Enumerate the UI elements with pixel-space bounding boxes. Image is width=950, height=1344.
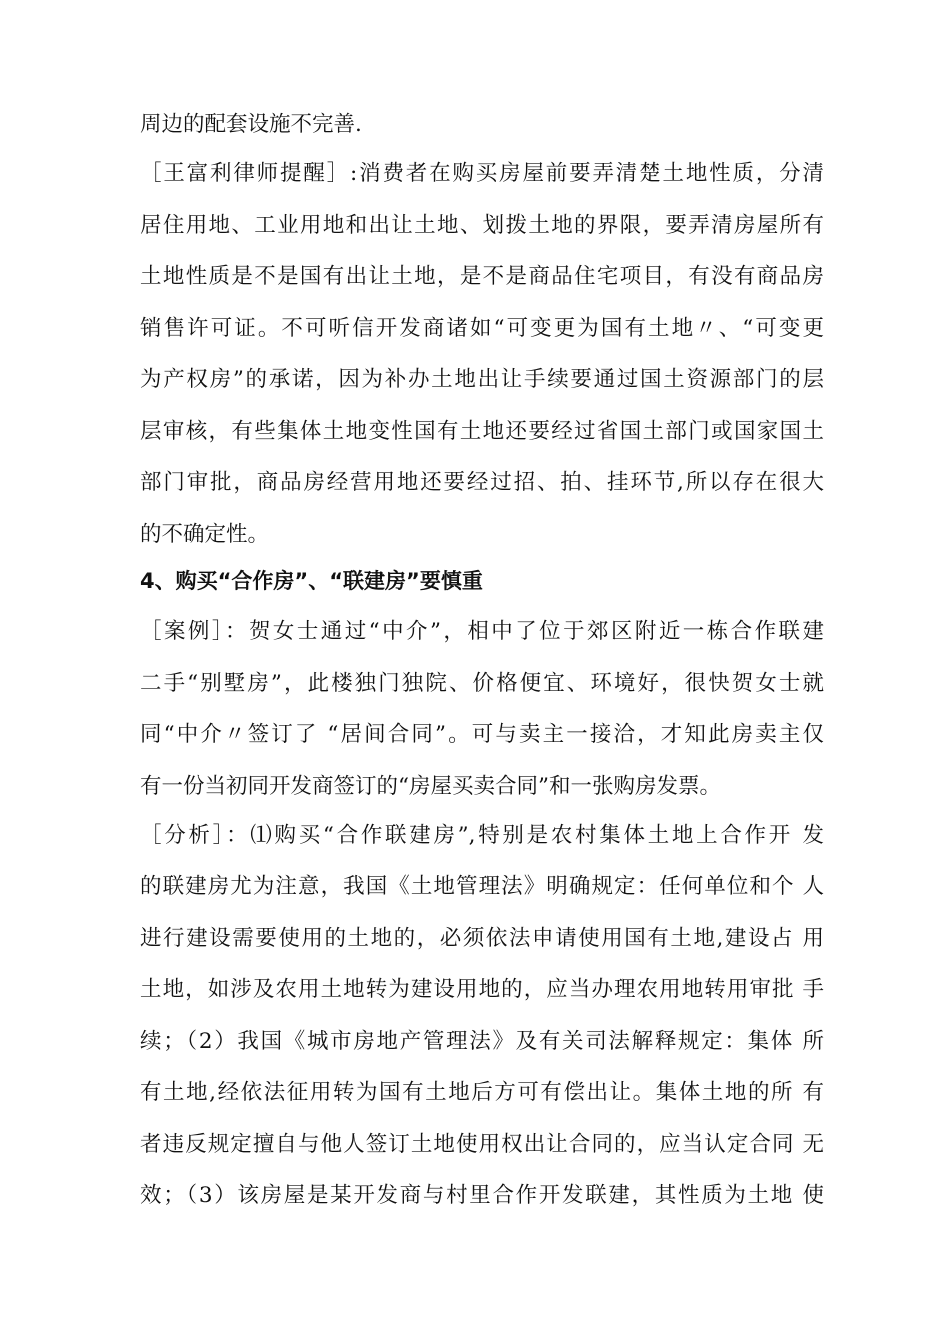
text-line: 同“中介〃签订了 “居间合同”。可与卖主一接洽，才知此房卖主仅	[140, 722, 824, 747]
text-line: 续；（2）我国《城市房地产管理法》及有关司法解释规定：集体 所	[140, 1029, 824, 1054]
text-line: 居住用地、工业用地和出让土地、划拨土地的界限，要弄清房屋所有	[140, 213, 824, 238]
text-line: 周边的配套设施不完善.	[140, 112, 362, 137]
text-line: 有土地,经依法征用转为国有土地后方可有偿出让。集体土地的所 有	[140, 1080, 824, 1105]
text-line: 有一份当初同开发商签订的“房屋买卖合同”和一张购房发票。	[140, 774, 721, 799]
text-line: 效；（3）该房屋是某开发商与村里合作开发联建，其性质为土地 使	[140, 1183, 824, 1208]
text-line: ［王富利律师提醒］:消费者在购买房屋前要弄清楚土地性质，分清	[140, 161, 824, 186]
text-line: 为产权房”的承诺，因为补办土地出让手续要通过国土资源部门的层	[140, 367, 824, 392]
text-line: 进行建设需要使用的土地的，必须依法申请使用国有土地,建设占 用	[140, 926, 824, 951]
text-line: 土地，如涉及农用土地转为建设用地的，应当办理农用地转用审批 手	[140, 977, 824, 1002]
text-line: 销售许可证。不可听信开发商诸如“可变更为国有土地〃、“可变更	[140, 316, 824, 341]
text-line: 部门审批，商品房经营用地还要经过招、拍、挂环节,所以存在很大	[140, 470, 824, 495]
text-line: 二手“别墅房”，此楼独门独院、价格便宜、环境好，很快贺女士就	[140, 671, 824, 696]
text-line: ［分析］：⑴购买“合作联建房”,特别是农村集体土地上合作开 发	[140, 823, 824, 848]
text-line: 层审核，有些集体土地变性国有土地还要经过省国土部门或国家国土	[140, 419, 824, 444]
text-line: ［案例］：贺女士通过“中介”，相中了位于郊区附近一栋合作联建	[140, 619, 824, 644]
text-line: 土地性质是不是国有出让土地，是不是商品住宅项目，有没有商品房	[140, 264, 824, 289]
text-line: 者违反规定擅自与他人签订土地使用权出让合同的，应当认定合同 无	[140, 1132, 824, 1157]
section-heading: 4、购买“合作房”、“联建房”要慎重	[140, 569, 483, 593]
text-line: 的不确定性。	[140, 522, 270, 547]
text-line: 的联建房尤为注意，我国《土地管理法》明确规定：任何单位和个 人	[140, 874, 824, 899]
